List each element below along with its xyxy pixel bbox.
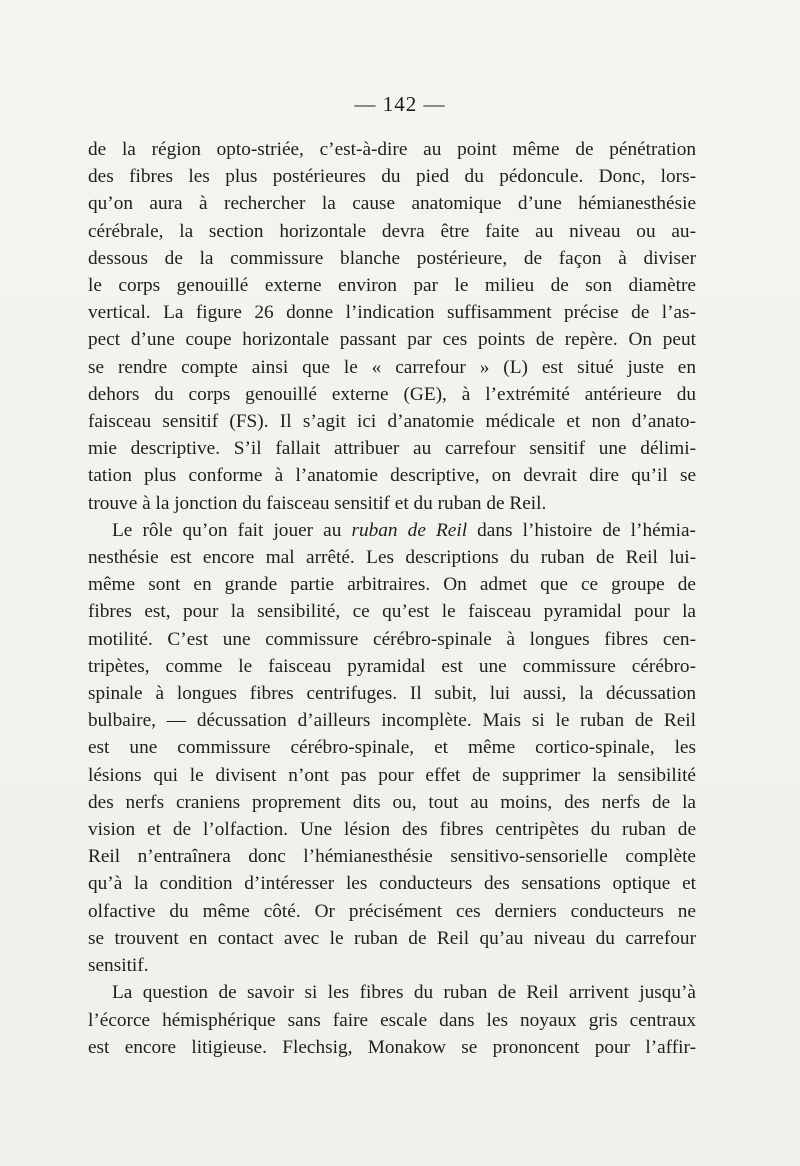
text-line: tripètes, comme le faisceau pyramidal est une commissure cérébro- [88, 655, 696, 677]
text-line: est une commissure cérébro-spinale, et même cortico-spinale, les [88, 737, 696, 759]
text-line: nesthésie est encore mal arrêté. Les descriptions du ruban de Reil lui- [88, 547, 696, 569]
text-line: sensitif. [88, 955, 149, 977]
text-line: faisceau sensitif (FS). Il s’agit ici d’anatomie médicale et non d’anato- [88, 411, 696, 433]
page-number: — 142 — [354, 92, 446, 116]
text-line: vertical. La figure 26 donne l’indication suffisamment précise de l’as- [88, 302, 696, 324]
text-line: des fibres les plus postérieures du pied du pédoncule. Donc, lors- [88, 166, 696, 188]
text-line-first [88, 517, 696, 544]
text-line: pect d’une coupe horizontale passant par ces points de repère. On peut [88, 329, 696, 351]
text-line: La question de savoir si les fibres du ruban de Reil arrivent jusqu’à [112, 982, 696, 1004]
text-line: spinale à longues fibres centrifuges. Il subit, lui aussi, la décussation [88, 683, 696, 705]
text-line: trouve à la jonction du faisceau sensitif et du ruban de Reil. [88, 492, 547, 514]
text-line: mie descriptive. S’il fallait attribuer au carrefour sensitif une délimi- [88, 438, 696, 460]
text-line: lésions qui le divisent n’ont pas pour effet de supprimer la sensibilité [88, 764, 696, 786]
text-line: qu’à la condition d’intéresser les conducteurs des sensations optique et [88, 873, 696, 895]
paragraph-1 [88, 136, 696, 517]
text-line: cérébrale, la section horizontale devra être faite au niveau ou au- [88, 220, 696, 242]
text-line: le corps genouillé externe environ par le milieu de son diamètre [88, 275, 696, 297]
body-text [88, 136, 696, 1061]
text-line: l’écorce hémisphérique sans faire escale dans les noyaux gris centraux [88, 1009, 696, 1031]
paragraph-3 [88, 979, 696, 1061]
text-line: bulbaire, — décussation d’ailleurs incomplète. Mais si le ruban de Reil [88, 710, 696, 732]
text-line: motilité. C’est une commissure cérébro-spinale à longues fibres cen- [88, 628, 696, 650]
text-line: dehors du corps genouillé externe (GE), à l’extrémité antérieure du [88, 383, 696, 405]
paragraph-2 [88, 517, 696, 979]
italic-term: ruban de Reil [351, 519, 468, 541]
text-run: Le rôle qu’on fait jouer au [112, 519, 352, 541]
text-line: se trouvent en contact avec le ruban de Reil qu’au niveau du carrefour [88, 927, 696, 949]
text-line: fibres est, pour la sensibilité, ce qu’est le faisceau pyramidal pour la [88, 601, 696, 623]
text-line: même sont en grande partie arbitraires. On admet que ce groupe de [88, 574, 696, 596]
text-line: Reil n’entraînera donc l’hémianesthésie sensitivo-sensorielle complète [88, 846, 696, 868]
text-line: dessous de la commissure blanche postérieure, de façon à diviser [88, 247, 696, 269]
text-line: vision et de l’olfaction. Une lésion des fibres centripètes du ruban de [88, 819, 696, 841]
text-line: qu’on aura à rechercher la cause anatomique d’une hémianesthésie [88, 193, 696, 215]
text-line: de la région opto-striée, c’est-à-dire au point même de pénétration [88, 139, 696, 160]
text-line: se rendre compte ainsi que le « carrefour » (L) est situé juste en [88, 356, 696, 378]
text-line: olfactive du même côté. Or précisément ces derniers conducteurs ne [88, 900, 696, 922]
text-line: tation plus conforme à l’anatomie descriptive, on devrait dire qu’il se [88, 465, 696, 487]
text-line: est encore litigieuse. Flechsig, Monakow se prononcent pour l’affir- [88, 1036, 696, 1058]
text-run: dans l’histoire de l’hémia- [467, 519, 696, 541]
text-line: des nerfs craniens proprement dits ou, tout au moins, des nerfs de la [88, 791, 696, 813]
